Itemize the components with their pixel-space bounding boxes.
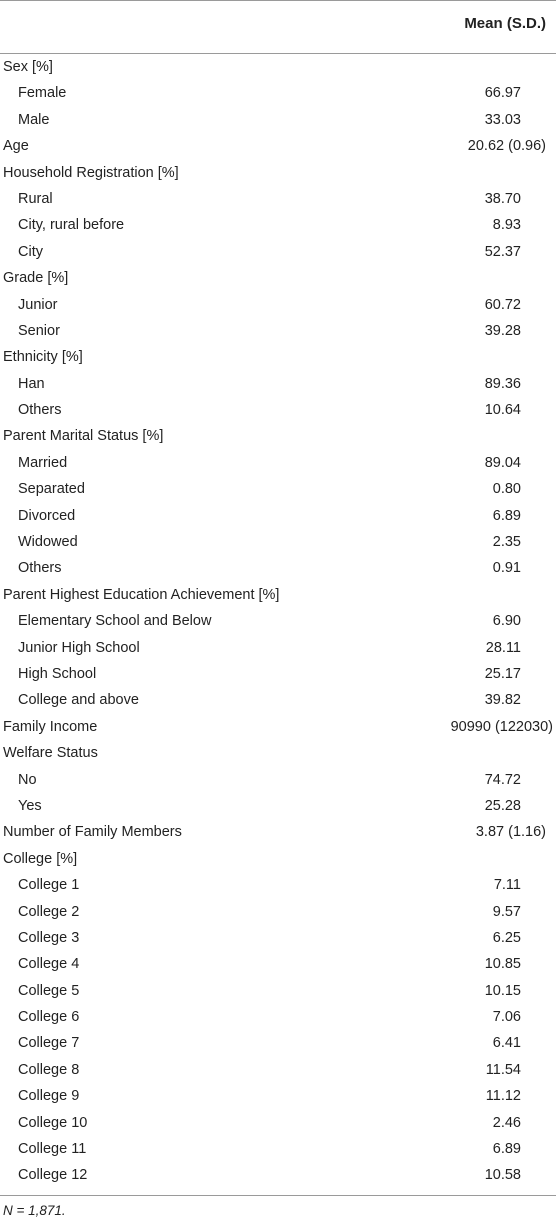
table-row bbox=[0, 767, 556, 793]
row-value: 7.06 bbox=[492, 1009, 521, 1026]
row-value: 90990 (122030) bbox=[450, 718, 553, 735]
table-row bbox=[0, 1057, 556, 1083]
row-label: Household Registration [%] bbox=[3, 164, 179, 181]
column-header-mean-sd: Mean (S.D.) bbox=[464, 15, 546, 32]
row-value: 52.37 bbox=[484, 243, 521, 260]
row-label: Ethnicity [%] bbox=[3, 349, 83, 366]
row-value: 39.28 bbox=[484, 322, 521, 339]
table-row bbox=[0, 529, 556, 555]
table-row bbox=[0, 476, 556, 502]
row-label: College 8 bbox=[18, 1061, 80, 1078]
table-row bbox=[0, 1136, 556, 1162]
row-label: Han bbox=[18, 375, 45, 392]
row-value: 60.72 bbox=[484, 296, 521, 313]
row-value: 9.57 bbox=[492, 903, 521, 920]
table-row bbox=[0, 1110, 556, 1136]
table-row bbox=[0, 899, 556, 925]
row-value: 38.70 bbox=[484, 190, 521, 207]
row-label: Rural bbox=[18, 190, 53, 207]
table-row bbox=[0, 450, 556, 476]
row-label: College [%] bbox=[3, 850, 78, 867]
table-section-row bbox=[0, 160, 556, 186]
row-value: 8.93 bbox=[492, 217, 521, 234]
row-label: Widowed bbox=[18, 534, 78, 551]
table-section-row bbox=[0, 846, 556, 872]
row-value: 10.64 bbox=[484, 402, 521, 419]
table-row bbox=[0, 371, 556, 397]
row-label: Others bbox=[18, 560, 62, 577]
table-section-row bbox=[0, 740, 556, 766]
row-value: 11.12 bbox=[485, 1088, 521, 1105]
row-value: 0.80 bbox=[492, 481, 521, 498]
row-value: 10.15 bbox=[484, 982, 521, 999]
table-section-row bbox=[0, 54, 556, 80]
row-value: 20.62 (0.96) bbox=[467, 138, 546, 155]
table-section-row bbox=[0, 265, 556, 291]
row-value: 2.35 bbox=[492, 534, 521, 551]
row-value: 89.04 bbox=[484, 454, 521, 471]
row-label: College 5 bbox=[18, 982, 80, 999]
row-label: Senior bbox=[18, 322, 60, 339]
table-row bbox=[0, 661, 556, 687]
row-value: 25.28 bbox=[484, 797, 521, 814]
table-row bbox=[0, 80, 556, 106]
table-row bbox=[0, 1004, 556, 1030]
row-value: 33.03 bbox=[484, 111, 521, 128]
row-value: 6.90 bbox=[492, 613, 521, 630]
row-value: 28.11 bbox=[485, 639, 521, 656]
table-section-row bbox=[0, 582, 556, 608]
table-row bbox=[0, 635, 556, 661]
row-label: Elementary School and Below bbox=[18, 613, 212, 630]
row-value: 6.41 bbox=[492, 1035, 521, 1052]
row-label: Male bbox=[18, 111, 50, 128]
row-label: College 9 bbox=[18, 1088, 80, 1105]
row-value: 10.85 bbox=[484, 956, 521, 973]
row-label: College 10 bbox=[18, 1114, 88, 1131]
row-value: 0.91 bbox=[492, 560, 521, 577]
table-row bbox=[0, 1030, 556, 1056]
row-value: 74.72 bbox=[484, 771, 521, 788]
table-row bbox=[0, 872, 556, 898]
row-label: College 7 bbox=[18, 1035, 80, 1052]
row-label: College 3 bbox=[18, 929, 80, 946]
table-row bbox=[0, 951, 556, 977]
row-value: 6.25 bbox=[492, 929, 521, 946]
row-label: College 4 bbox=[18, 956, 80, 973]
table-row bbox=[0, 925, 556, 951]
row-label: Grade [%] bbox=[3, 270, 69, 287]
row-label: Welfare Status bbox=[3, 745, 98, 762]
table-row bbox=[0, 186, 556, 212]
row-label: College 6 bbox=[18, 1009, 80, 1026]
table-section-row bbox=[0, 423, 556, 449]
table-row bbox=[0, 608, 556, 634]
row-label: Number of Family Members bbox=[3, 824, 182, 841]
row-label: City, rural before bbox=[18, 217, 125, 234]
table-row bbox=[0, 687, 556, 713]
row-value: 10.58 bbox=[484, 1167, 521, 1184]
table-section-row bbox=[0, 714, 556, 740]
table-section-row bbox=[0, 819, 556, 845]
row-value: 89.36 bbox=[484, 375, 521, 392]
table-row bbox=[0, 212, 556, 238]
row-value: 66.97 bbox=[484, 85, 521, 102]
row-label: Divorced bbox=[18, 507, 76, 524]
row-label: Junior bbox=[18, 296, 58, 313]
row-value: 11.54 bbox=[485, 1061, 521, 1078]
row-label: College and above bbox=[18, 692, 139, 709]
table-section-row bbox=[0, 344, 556, 370]
row-label: Family Income bbox=[3, 718, 98, 735]
table-row bbox=[0, 239, 556, 265]
row-value: 6.89 bbox=[492, 1141, 521, 1158]
row-label: Female bbox=[18, 85, 67, 102]
row-value: 6.89 bbox=[492, 507, 521, 524]
row-label: Others bbox=[18, 402, 62, 419]
row-value: 25.17 bbox=[484, 665, 521, 682]
row-label: No bbox=[18, 771, 37, 788]
table-footnote: N = 1,871. bbox=[3, 1203, 66, 1218]
table-row bbox=[0, 397, 556, 423]
row-label: High School bbox=[18, 665, 97, 682]
row-label: Sex [%] bbox=[3, 59, 53, 75]
row-label: Separated bbox=[18, 481, 85, 498]
bottom-rule bbox=[0, 1195, 556, 1196]
table-row bbox=[0, 978, 556, 1004]
row-label: Junior High School bbox=[18, 639, 140, 656]
table-row bbox=[0, 107, 556, 133]
table-row bbox=[0, 503, 556, 529]
row-value: 3.87 (1.16) bbox=[475, 824, 546, 841]
table-header bbox=[0, 0, 556, 53]
table-body bbox=[0, 54, 556, 1189]
row-label: College 2 bbox=[18, 903, 80, 920]
table-section-row bbox=[0, 133, 556, 159]
table-row bbox=[0, 793, 556, 819]
row-label: Age bbox=[3, 138, 29, 155]
row-label: College 11 bbox=[18, 1141, 87, 1158]
row-label: Parent Highest Education Achievement [%] bbox=[3, 586, 280, 603]
row-label: College 1 bbox=[18, 877, 80, 894]
table-row bbox=[0, 318, 556, 344]
row-label: Yes bbox=[18, 797, 42, 814]
table-row bbox=[0, 1162, 556, 1188]
table-row bbox=[0, 555, 556, 581]
row-label: College 12 bbox=[18, 1167, 88, 1184]
row-label: Married bbox=[18, 454, 68, 471]
row-value: 39.82 bbox=[484, 692, 521, 709]
row-value: 2.46 bbox=[492, 1114, 521, 1131]
row-label: Parent Marital Status [%] bbox=[3, 428, 164, 445]
row-value: 7.11 bbox=[493, 877, 521, 894]
row-label: City bbox=[18, 243, 43, 260]
table-row bbox=[0, 292, 556, 318]
table-row bbox=[0, 1083, 556, 1109]
